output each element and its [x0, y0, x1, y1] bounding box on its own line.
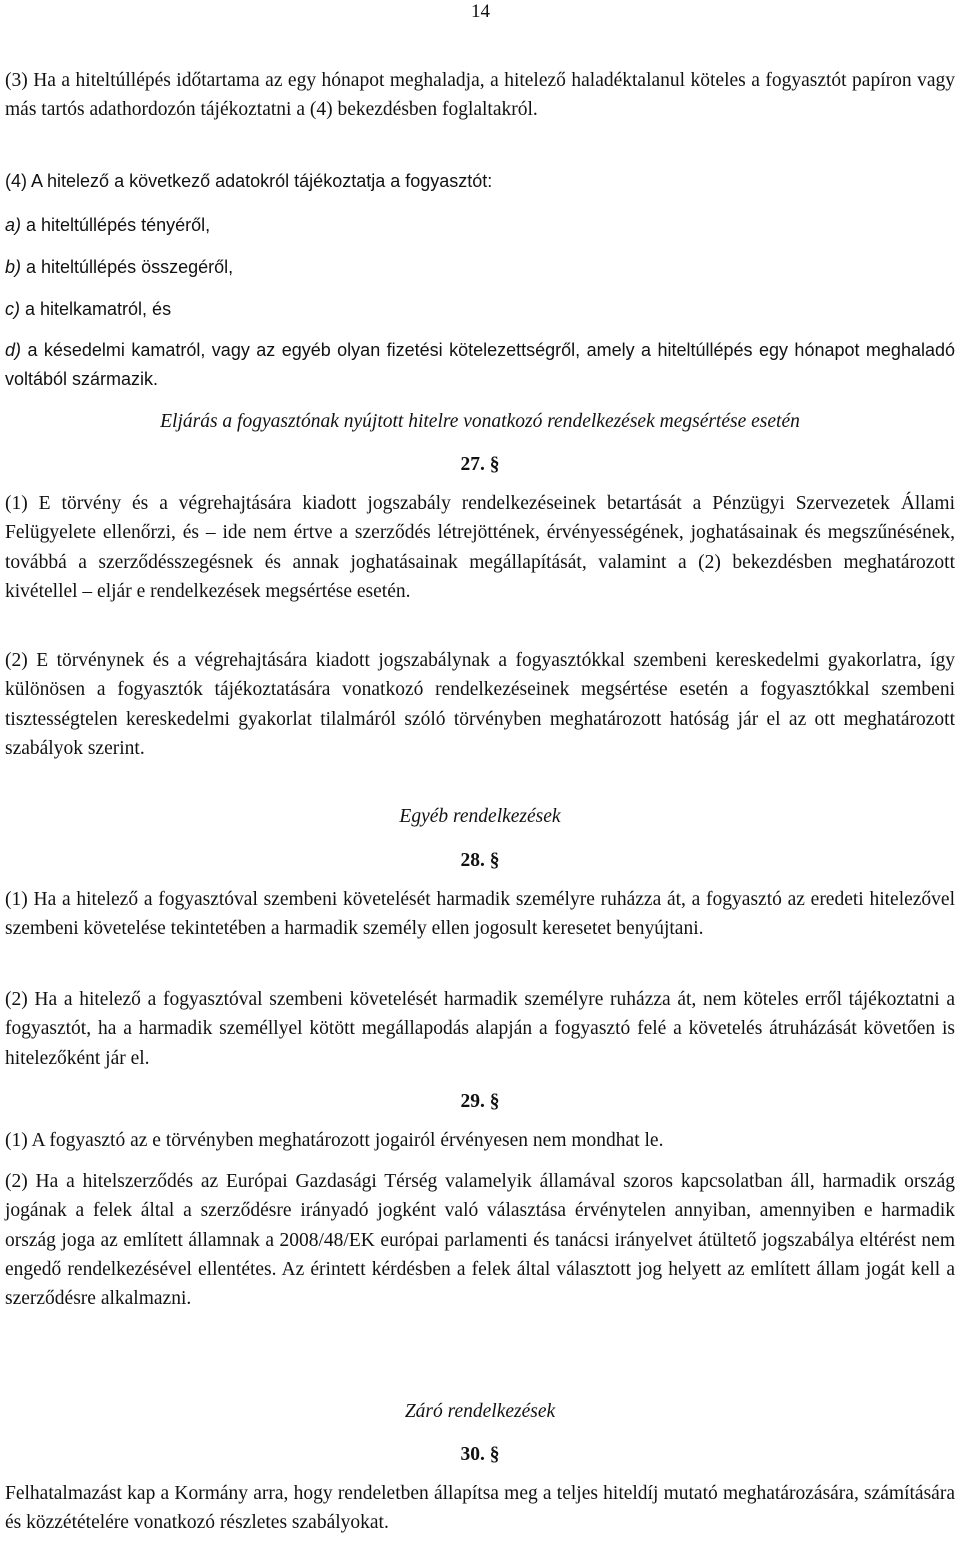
paragraph-3: (3) Ha a hiteltúllépés időtartama az egy hónapot meghaladja, a hitelező haladéktalanul köteles a fogyasztót papíron vagy más tartós adathordozón tájékoztatni a (4) bekezdésben foglaltakról.	[5, 70, 955, 121]
list-text: a hiteltúllépés összegéről,	[21, 257, 234, 277]
section-title-30: Záró rendelkezések	[404, 1401, 556, 1422]
list-text: a késedelmi kamatról, vagy az egyéb olyan fizetési kötelezettségről, amely a hiteltúllépés egy hónapot meghaladó voltából származik.	[5, 340, 955, 390]
list-text: a hiteltúllépés tényéről,	[21, 215, 211, 235]
section-29-paragraph-1: (1) A fogyasztó az e törvényben meghatározott jogairól érvényesen nem mondhat le.	[5, 1130, 664, 1151]
list-item-d	[5, 336, 955, 395]
section-29-paragraph-2: (2) Ha a hitelszerződés az Európai Gazdasági Térség valamelyik államával szoros kapcsolatban áll, harmadik ország jogának a felek által a szerződésre irányadó jogként való választása érvénytelen annyiban, amennyiben e harmadik ország joga az említett államnak a 2008/48/EK európai parlamenti és tanácsi irányelvet átültető jogszabálya eltérést nem engedő rendelkezésével ellentétes. Az érintett kérdésben a felek által választott jog helyett az említett állam jogát kell a szerződésre alkalmazni.	[5, 1171, 955, 1310]
section-number-29: 29. §	[460, 1091, 500, 1112]
section-30-paragraph-1: Felhatalmazást kap a Kormány arra, hogy rendeletben állapítsa meg a teljes hiteldíj mutató meghatározására, számítására és közzétételére vonatkozó részletes szabályokat.	[5, 1483, 955, 1534]
list-marker: c)	[5, 299, 20, 319]
section-27-paragraph-2: (2) E törvénynek és a végrehajtására kiadott jogszabálynak a fogyasztókkal szembeni kereskedelmi gyakorlatra, így különösen a fogyasztók tájékoztatására vonatkozó rendelkezéseinek megsértése esetén a fogyasztókkal szembeni tisztességtelen kereskedelmi gyakorlat tilalmáról szóló törvényben meghatározott hatóság jár el az ott meghatározott szabályok szerint.	[5, 650, 955, 759]
paragraph-4: (4) A hitelező a következő adatokról tájékoztatja a fogyasztót:	[5, 171, 493, 191]
section-27-paragraph-1: (1) E törvény és a végrehajtására kiadott jogszabály rendelkezéseinek betartását a Pénzügyi Szervezetek Állami Felügyelete ellenőrzi, és – ide nem értve a szerződés létrejöttének, érvényességének, joghatásainak és megszűnésének, továbbá a szerződésszegésnek és annak joghatásainak megállapítását, valamint a (2) bekezdésben meghatározott kivétellel – eljár e rendelkezések megsértése esetén.	[5, 493, 955, 602]
list-item-c	[5, 295, 955, 324]
section-title-27: Eljárás a fogyasztónak nyújtott hitelre vonatkozó rendelkezések megsértése esetén	[160, 411, 800, 432]
section-number-30: 30. §	[460, 1444, 500, 1465]
list-item-b	[5, 253, 955, 282]
list-marker: b)	[5, 257, 22, 277]
list-marker: a)	[5, 215, 22, 235]
section-28-paragraph-2: (2) Ha a hitelező a fogyasztóval szembeni követelését harmadik személyre ruházza át, nem köteles erről tájékoztatni a fogyasztót, ha a harmadik személlyel kötött megállapodás alapján a fogyasztó felé a követelés átruházását követően is hitelezőként jár el.	[5, 989, 955, 1069]
section-28-paragraph-1: (1) Ha a hitelező a fogyasztóval szembeni követelését harmadik személyre ruházza át, a fogyasztó az eredeti hitelezővel szembeni követelése tekintetében a harmadik személy ellen jogosult keresetet benyújtani.	[5, 889, 955, 940]
list-item-a	[5, 211, 955, 240]
section-number-27: 27. §	[460, 454, 500, 475]
section-title-28: Egyéb rendelkezések	[399, 806, 561, 827]
section-number-28: 28. §	[460, 850, 500, 871]
page-number: 14	[471, 1, 490, 22]
list-text: a hitelkamatról, és	[20, 299, 172, 319]
list-marker: d)	[5, 340, 22, 360]
